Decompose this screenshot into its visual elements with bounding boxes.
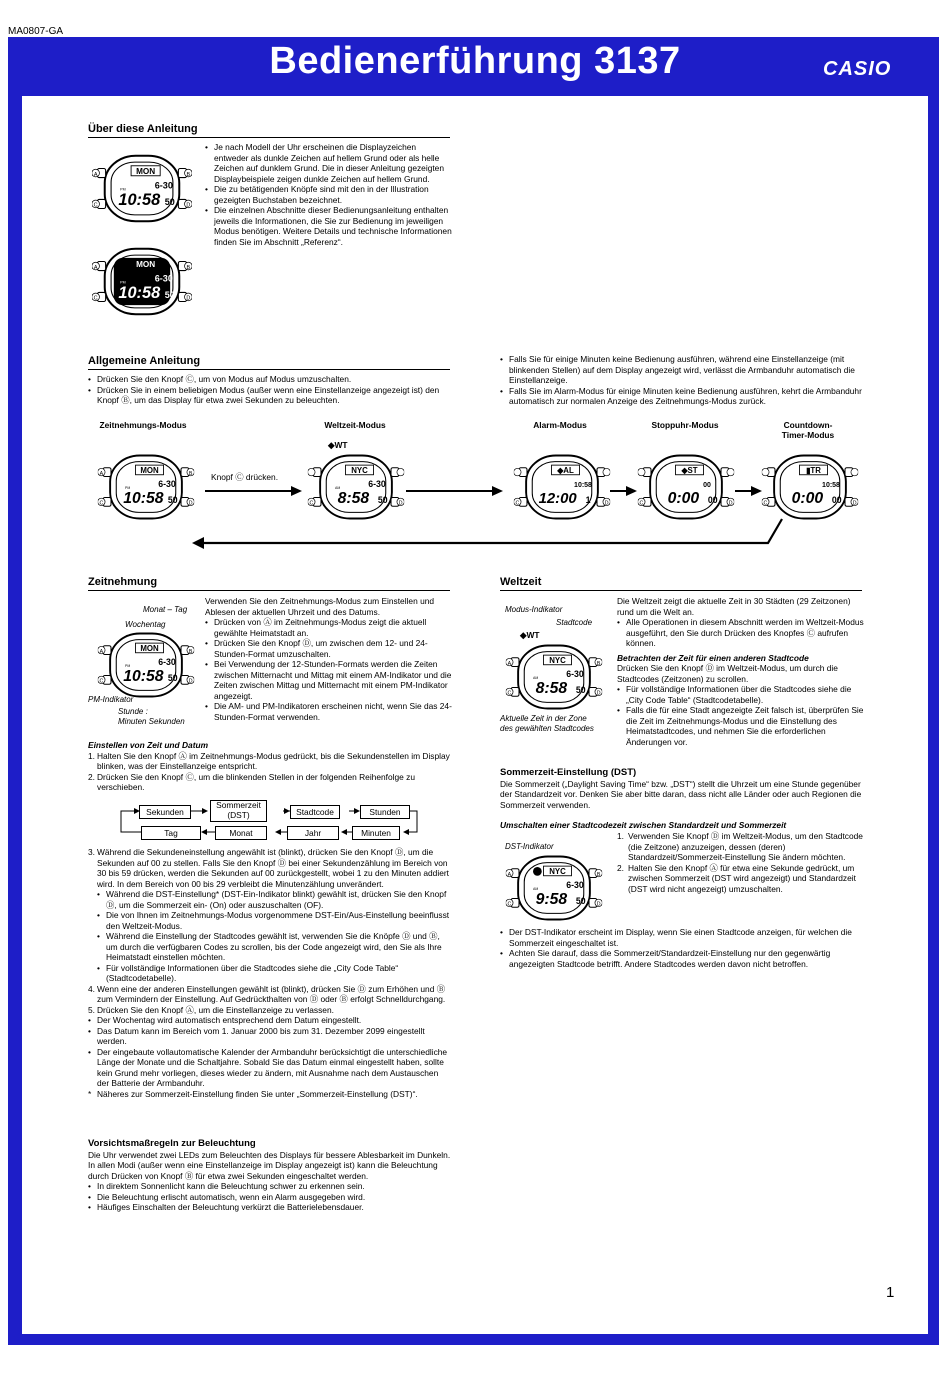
general-right-text: • Falls Sie für einige Minuten keine Bedienung ausführen, während eine Einstellanzeige (mit blinkenden Stellen) auf dem Display angezeigt wird, verlässt die Armbanduhr automatisch die Einstellanzeige. • Falls Sie im Alarm-Modus für einige Minuten keine Bedienung ausführen, kehrt die Armbanduhr automatisch zur normalen Anzeige des Zeitnehmungs-Modus zurück. [500, 354, 862, 407]
watch-alarm-mode [508, 452, 616, 522]
mode-label-alarm: Alarm-Modus [533, 420, 587, 430]
dst-final-notes: • Der DST-Indikator erscheint im Display, wenn Sie einen Stadtcode anzeigen, für welchen die Sommerzeit eingeschaltet ist. • Achten Sie darauf, dass die Sommerzeit/Standardzeit-Einstellung nur den gegenwärtig angezeigten Stadtcode betrifft. Andere Stadtcodes werden davon nicht betroffen. [500, 927, 864, 969]
watch-countdown-mode [756, 452, 864, 522]
svg-text:10:58: 10:58 [822, 482, 840, 489]
svg-text:C: C [93, 295, 98, 302]
svg-text:C: C [763, 500, 768, 507]
wt-indicator: ◆WT [328, 440, 348, 450]
button-d-label: D [186, 202, 191, 209]
timekeeping-rule [88, 590, 450, 591]
timekeeping-intro-text: Verwenden Sie den Zeitnehmungs-Modus zum Einstellen und Ablesen der aktuellen Uhrzeit und des Datums. • Drücken von Ⓐ im Zeitnehmungs-Modus zeigt die aktuell gewählte Heimatstadt an. • Drücken Sie den Knopf Ⓓ, um zwischen dem 12- und 24-Stunden-Format umzuschalten. • Bei Verwendung der 12-Stunden-Formats werden die Zeiten zwischen Mitternacht und Mittag mit einem AM-Indikator und die Zeiten zwischen Mittag und Mitternacht mit einem PM-Indikator angezeigt. • Die AM- und PM-Indikatoren erscheinen nicht, wenn Sie das 24-Stunden-Format verwenden. [205, 596, 452, 722]
mode-label-countdown: Countdown- Timer-Modus [781, 420, 835, 440]
day-display: MON [136, 166, 156, 176]
label-hour: Stunde : [118, 707, 148, 716]
watch-dst-detail [500, 853, 608, 923]
watch-worldtime-detail [500, 642, 608, 712]
svg-text:PM: PM [125, 485, 131, 490]
label-pm-indicator: PM-Indikator [88, 695, 134, 704]
svg-text:▮TR: ▮TR [806, 466, 821, 475]
worldtime-text: Die Weltzeit zeigt die aktuelle Zeit in 30 Städten (29 Zeitzonen) rund um die Welt an. • Alle Operationen in diesem Abschnitt werden im Weltzeit-Modus ausgeführt, den Sie durch Drücken des Knopfes Ⓒ aufrufen können. Betrachten der Zeit für einen anderen Stadtcode Drücken Sie den Knopf Ⓓ im Weltzeit-Modus, um durch die Stadtcodes (Zeitzonen) zu scrollen. • Für vollständige Informationen über die Stadtcodes siehe die „City Code Table“ (Stadtcodetabelle). • Falls die für eine Stadt angezeigte Zeit falsch ist, überprüfen Sie die Zeit im Zeitnehmungs-Modus und die Einstellung des Heimatstadtcodes, und nehmen Sie die erforderlichen Änderungen vor. [617, 596, 864, 747]
svg-text:NYC: NYC [549, 656, 566, 665]
svg-text:C: C [99, 678, 104, 685]
svg-text:D: D [596, 901, 601, 908]
svg-text:50: 50 [167, 494, 178, 505]
mode-label-timekeeping: Zeitnehmungs-Modus [99, 420, 187, 430]
date-display: 6-30 [154, 180, 173, 191]
label-month-day: Monat – Tag [143, 605, 188, 614]
svg-text:MON: MON [140, 466, 159, 475]
svg-text:A: A [99, 470, 104, 477]
svg-text:D: D [186, 295, 191, 302]
page-number: 1 [886, 1284, 895, 1301]
general-heading: Allgemeine Anleitung [88, 355, 201, 367]
svg-text:6-30: 6-30 [368, 479, 386, 489]
svg-text:50: 50 [167, 672, 178, 683]
flow-year: Jahr [287, 826, 339, 840]
svg-text:D: D [398, 500, 403, 507]
svg-text:NYC: NYC [351, 466, 368, 475]
svg-text:AM: AM [533, 886, 539, 891]
svg-text:50: 50 [377, 494, 388, 505]
page-title: Bedienerführung 3137 [269, 40, 681, 82]
svg-text:10:58: 10:58 [123, 667, 164, 685]
svg-text:D: D [596, 690, 601, 697]
light-precautions-text: Vorsichtsmaßregeln zur Beleuchtung Die Uhr verwendet zwei LEDs zum Beleuchten des Displays für bessere Ablesbarkeit im Dunkeln. In allen Modi (außer wenn eine Einstellanzeige im Display angezeigt ist) kann die Beleuchtung durch Drücken von Knopf Ⓑ für etwa zwei Sekunden eingeschaltet werden. • In direktem Sonnenlicht kann die Beleuchtung schwer zu erkennen sein. • Die Beleuchtung erlischt automatisch, wenn ein Alarm ausgegeben wird. • Häufiges Einschalten der Beleuchtung verkürzt die Batterielebensdauer. [88, 1139, 452, 1213]
flow-hours: Stunden [360, 805, 410, 819]
about-heading: Über diese Anleitung [88, 123, 198, 135]
svg-text:AM: AM [335, 485, 341, 490]
svg-text:8:58: 8:58 [535, 679, 568, 697]
svg-text:A: A [507, 660, 512, 667]
svg-text:8:58: 8:58 [337, 489, 370, 507]
document-code: MA0807-GA [8, 26, 64, 37]
general-rule [88, 369, 450, 370]
about-text: • Je nach Modell der Uhr erscheinen die Displayzeichen entweder als dunkle Zeichen auf hellem Grund oder als helle Zeichen auf dunklem Grund. Die in dieser Anleitung gezeigten Displaybeispiele zeigen dunkle Zeichen auf hellem Grund. • Die zu betätigenden Knöpfe sind mit den in der Illustration gezeigten Buchstaben bezeichnet. • Die einzelnen Abschnitte dieser Bedienungsanleitung enthalten jeweils die Informationen, die Sie zur Bedienung im jeweiligen Modus benötigen. Weitere Details und technische Informationen finden Sie im Abschnitt „Referenz“. [205, 142, 452, 247]
svg-text:B: B [186, 264, 191, 271]
svg-text:AM: AM [533, 675, 539, 680]
svg-text:A: A [93, 264, 98, 271]
svg-text:6-30: 6-30 [154, 273, 173, 284]
svg-text:C: C [309, 500, 314, 507]
svg-text:00: 00 [707, 494, 718, 505]
button-b-label: B [186, 171, 191, 178]
svg-text:NYC: NYC [549, 867, 566, 876]
dst-setting-text: Sommerzeit-Einstellung (DST) Die Sommerzeit („Daylight Saving Time“ bzw. „DST“) stellt die Uhrzeit um eine Stunde gegenüber der Standardzeit vor. Denken Sie aber bitte daran, dass nicht alle Länder oder auch Regionen die Sommerzeit verwenden. Umschalten einer Stadtcodezeit zwischen Standardzeit und Sommerzeit [500, 767, 862, 830]
svg-text:D: D [852, 500, 857, 507]
dst-switch-steps: 1. Verwenden Sie Knopf Ⓓ im Weltzeit-Modus, um den Stadtcode (die Zeitzone) anzuzeigen, dessen (deren) Standardzeit/Sommerzeit-Einstellung Sie ändern möchten. 2. Halten Sie den Knopf Ⓐ für etwa eine Sekunde gedrückt, um zwischen Sommerzeit (DST wird angezeigt) und Standardzeit (DST wird nicht angezeigt) umzuschalten. [617, 831, 863, 894]
timekeeping-heading: Zeitnehmung [88, 576, 158, 588]
svg-text:B: B [596, 871, 601, 878]
svg-text:6-30: 6-30 [158, 657, 176, 667]
svg-text:PM: PM [125, 663, 131, 668]
label-dst-indicator: DST-Indikator [505, 842, 554, 851]
arrow-right-2 [406, 484, 504, 498]
label-current-zone-time: Aktuelle Zeit in der Zone des gewählten Stadtcodes [500, 714, 594, 733]
svg-text:00: 00 [703, 482, 711, 489]
return-arrow [190, 515, 790, 551]
button-a-label: A [93, 171, 98, 178]
svg-text:MON: MON [136, 259, 156, 269]
worldtime-heading: Weltzeit [500, 576, 542, 588]
svg-text:6-30: 6-30 [566, 880, 584, 890]
mode-label-stopwatch: Stoppuhr-Modus [651, 420, 719, 430]
svg-text:PM: PM [120, 280, 126, 285]
svg-text:C: C [507, 901, 512, 908]
set-time-text: Einstellen von Zeit und Datum 1. Halten Sie den Knopf Ⓐ im Zeitnehmungs-Modus gedrückt, bis die Sekundenstellen im Display blinken, was der Einstellanzeige entspricht. 2. Drücken Sie den Knopf Ⓒ, um die blinkenden Stellen in der folgenden Reihenfolge zu verschieben. [88, 740, 450, 792]
set-time-steps-text: 3. Während die Sekundeneinstellung angewählt ist (blinkt), drücken Sie den Knopf Ⓓ, um die Sekunden auf 00 zu stellen. Falls Sie den Knopf Ⓓ bei einer Sekundenzählung im Bereich von 30 bis 59 drücken, werden die Sekunden auf 00 zurückgestellt, wobei 1 zu den Minuten addiert wird. In dem Bereich von 00 bis 29 verbleibt die Minutenzählung unverändert. • Während die DST-Einstellung* (DST-Ein-Indikator blinkt) gewählt ist, drücken Sie den Knopf Ⓓ, um die Sommerzeit ein- (On) oder auszuschalten (OF). • Die von Ihnen im Zeitnehmungs-Modus vorgenommene DST-Ein/Aus-Einstellung beeinflusst den Weltzeit-Modus. • Während die Einstellung der Stadtcodes gewählt ist, verwenden Sie die Knöpfe Ⓓ und Ⓑ, um durch die verfügbaren Codes zu scrollen, bis der Code angezeigt wird, den Sie als Ihre Heimatstadt einstellen möchten. • Für vollständige Informationen über die Stadtcodes siehe die „City Code Table“ (Stadtcodetabelle). 4. Wenn eine der anderen Einstellungen gewählt ist (blinkt), drücken Sie Ⓓ zum Erhöhen und Ⓑ zum Vermindern der Einstellung. Auf Gedrückthalten von Ⓓ oder Ⓑ erfolgt Schnelldurchgang. 5. Drücken Sie den Knopf Ⓐ, um die Einstellanzeige zu verlassen. • Der Wochentag wird automatisch entsprechend dem Datum eingestellt. • Das Datum kann im Bereich vom 1. Januar 2000 bis zum 31. Dezember 2099 eingestellt werden. • Der eingebaute vollautomatische Kalender der Armbanduhr berücksichtigt die unterschiedliche Länge der Monate und die Schaltjahre. Sobald Sie das Datum einmal eingestellt haben, sollte kein Grund mehr vorliegen, dieses wieder zu ändern, mit Ausnahme nach dem Austauschen der Batterie der Armbanduhr. * Näheres zur Sommerzeit-Einstellung finden Sie unter „Sommerzeit-Einstellung (DST)“. [88, 847, 452, 1099]
svg-text:10:58: 10:58 [574, 482, 592, 489]
svg-text:MON: MON [140, 644, 159, 653]
label-minutes-seconds: Minuten Sekunden [118, 717, 185, 726]
general-left-text: • Drücken Sie den Knopf Ⓒ, um von Modus auf Modus umzuschalten. • Drücken Sie in einem beliebigen Modus (außer wenn eine Einstellanzeige angezeigt ist) den Knopf Ⓑ, um das Display für etwa zwei Sekunden zu beleuchten. [88, 374, 450, 406]
svg-text:C: C [639, 500, 644, 507]
flow-dst: Sommerzeit (DST) [210, 800, 267, 822]
svg-text:0:00: 0:00 [667, 489, 700, 507]
svg-text:0:00: 0:00 [791, 489, 824, 507]
casio-logo: CASIO [823, 58, 892, 80]
svg-text:D: D [188, 500, 193, 507]
svg-text:6-30: 6-30 [158, 479, 176, 489]
flow-day: Tag [141, 826, 201, 840]
svg-text:A: A [99, 648, 104, 655]
svg-text:9:58: 9:58 [535, 890, 568, 908]
watch-illustration-light [92, 152, 192, 225]
about-rule [88, 137, 450, 138]
svg-text:◆ST: ◆ST [681, 466, 698, 475]
flow-seconds: Sekunden [139, 805, 191, 819]
label-citycode: Stadtcode [556, 618, 593, 627]
svg-text:00: 00 [831, 494, 842, 505]
svg-text:B: B [188, 470, 193, 477]
worldtime-rule [500, 590, 862, 591]
watch-illustration-dark [92, 245, 192, 318]
svg-text:10:58: 10:58 [123, 489, 164, 507]
label-mode-indicator: Modus-Indikator [505, 605, 563, 614]
button-c-label: C [93, 202, 98, 209]
svg-text:B: B [188, 648, 193, 655]
watch-timekeeping-detail [92, 630, 200, 700]
svg-text:D: D [728, 500, 733, 507]
svg-text:C: C [515, 500, 520, 507]
seconds-display: 50 [164, 196, 175, 207]
svg-text:◆AL: ◆AL [557, 466, 574, 475]
flow-citycode: Stadtcode [290, 805, 340, 819]
svg-text:6-30: 6-30 [566, 669, 584, 679]
arrow-right-1 [205, 484, 303, 498]
svg-text:1: 1 [585, 494, 591, 505]
label-weekday: Wochentag [125, 620, 166, 629]
flow-month: Monat [215, 826, 267, 840]
watch-worldtime-mode [302, 452, 410, 522]
mode-label-worldtime: Weltzeit-Modus [324, 420, 386, 430]
watch-stopwatch-mode [632, 452, 740, 522]
svg-text:50: 50 [575, 895, 586, 906]
svg-text:10:58: 10:58 [118, 283, 161, 302]
pm-indicator: PM [120, 187, 126, 192]
svg-text:D: D [188, 678, 193, 685]
time-display: 10:58 [118, 190, 161, 209]
svg-text:A: A [507, 871, 512, 878]
svg-text:B: B [596, 660, 601, 667]
flow-minutes: Minuten [352, 826, 400, 840]
svg-text:C: C [507, 690, 512, 697]
press-c-label: Knopf Ⓒ drücken. [211, 472, 279, 482]
svg-text:12:00: 12:00 [538, 490, 577, 507]
svg-text:50: 50 [575, 684, 586, 695]
wt-indicator-world: ◆WT [520, 630, 540, 640]
svg-text:50: 50 [164, 289, 175, 300]
watch-timekeeping-mode [92, 452, 200, 522]
svg-text:C: C [99, 500, 104, 507]
svg-text:D: D [604, 500, 609, 507]
